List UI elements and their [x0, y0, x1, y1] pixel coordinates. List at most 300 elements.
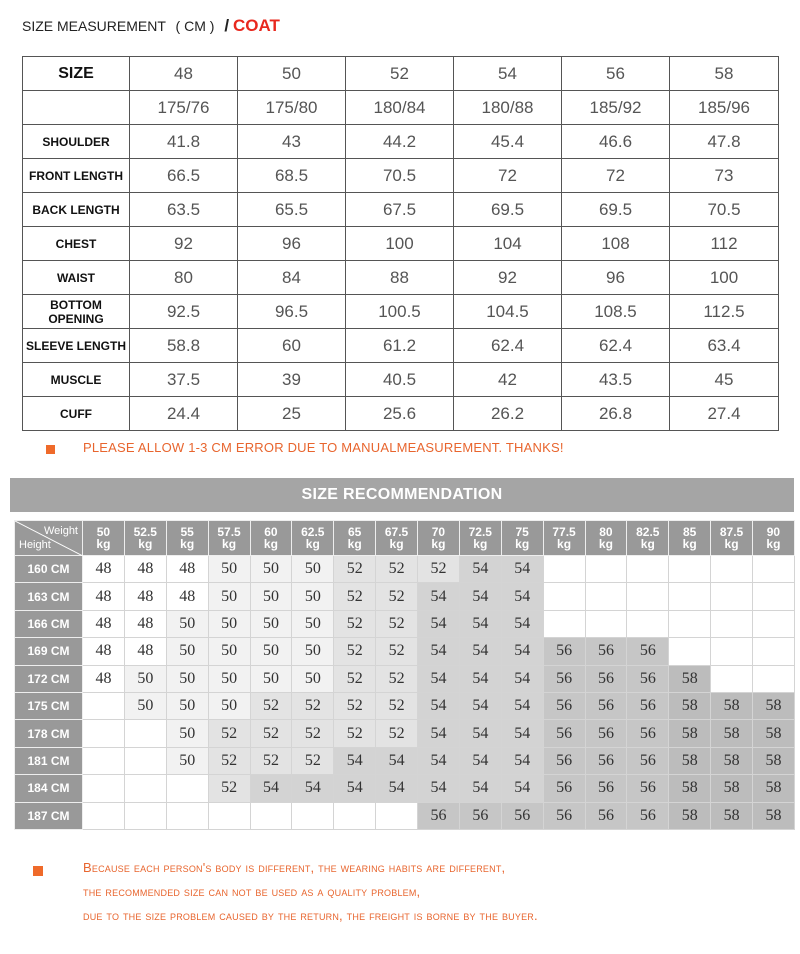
recommended-size-cell: 50 [208, 610, 250, 637]
recommended-size-cell [753, 665, 795, 692]
recommended-size-cell: 50 [292, 665, 334, 692]
recommended-size-cell: 56 [585, 802, 627, 829]
measurement-value: 96.5 [238, 295, 346, 329]
recommended-size-cell [669, 583, 711, 610]
recommended-size-cell: 56 [627, 720, 669, 747]
recommended-size-cell: 54 [501, 610, 543, 637]
recommended-size-cell: 54 [418, 583, 460, 610]
recommended-size-cell: 52 [334, 638, 376, 665]
bullet-square-icon [46, 445, 55, 454]
measurement-label: SHOULDER [23, 125, 130, 159]
measurement-value: 24.4 [130, 397, 238, 431]
recommended-size-cell: 52 [376, 638, 418, 665]
recommended-size-cell: 58 [669, 802, 711, 829]
recommended-size-cell: 50 [166, 665, 208, 692]
recommended-size-cell [711, 665, 753, 692]
recommended-size-cell: 54 [376, 747, 418, 774]
weight-unit: kg [138, 537, 153, 551]
disclaimer-line: due to the size problem caused by the return, the freight is borne by the buyer. [83, 908, 538, 923]
recommended-size-cell: 52 [334, 610, 376, 637]
recommended-size-cell: 52 [376, 665, 418, 692]
recommended-size-cell [83, 692, 125, 719]
recommended-size-cell: 48 [124, 583, 166, 610]
recommended-size-cell: 54 [376, 775, 418, 802]
recommended-size-cell: 52 [250, 747, 292, 774]
recommended-size-cell: 58 [669, 692, 711, 719]
recommended-size-cell: 48 [83, 556, 125, 583]
recommended-size-cell: 50 [250, 638, 292, 665]
weight-value: 67.5 [384, 525, 409, 539]
recommended-size-cell [711, 610, 753, 637]
recommended-size-cell: 58 [669, 665, 711, 692]
measurement-value: 100.5 [346, 295, 454, 329]
recommended-size-cell: 50 [166, 610, 208, 637]
recommended-size-cell [83, 775, 125, 802]
recommended-size-cell: 54 [459, 556, 501, 583]
height-row [15, 638, 795, 665]
measurement-value: 100 [670, 261, 779, 295]
recommended-size-cell [627, 556, 669, 583]
recommended-size-cell [585, 610, 627, 637]
measurement-value: 62.4 [562, 329, 670, 363]
recommendation-banner: SIZE RECOMMENDATION [10, 478, 794, 512]
recommended-size-cell: 54 [250, 775, 292, 802]
recommended-size-cell: 54 [501, 556, 543, 583]
recommended-size-cell: 54 [418, 692, 460, 719]
recommended-size-cell [124, 802, 166, 829]
measurement-value: 44.2 [346, 125, 454, 159]
recommended-size-cell [83, 747, 125, 774]
recommended-size-cell [669, 638, 711, 665]
measurement-value: 60 [238, 329, 346, 363]
measurement-value: 65.5 [238, 193, 346, 227]
recommended-size-cell: 54 [418, 638, 460, 665]
weight-header [627, 521, 669, 556]
recommended-size-cell [711, 556, 753, 583]
weight-unit: kg [557, 537, 572, 551]
recommended-size-cell [585, 583, 627, 610]
weight-unit: kg [222, 537, 237, 551]
recommended-size-cell: 58 [669, 747, 711, 774]
height-label: 181 CM [15, 747, 83, 774]
recommended-size-cell: 50 [124, 665, 166, 692]
recommended-size-cell [376, 802, 418, 829]
measurement-value: 92.5 [130, 295, 238, 329]
recommended-size-cell: 56 [627, 802, 669, 829]
measurement-row [23, 329, 779, 363]
measurement-table [22, 56, 779, 431]
recommended-size-cell: 48 [124, 610, 166, 637]
recommended-size-cell: 58 [669, 720, 711, 747]
measurement-row [23, 261, 779, 295]
weight-unit: kg [766, 537, 781, 551]
height-row [15, 583, 795, 610]
recommended-size-cell: 54 [501, 638, 543, 665]
header-garment: COAT [232, 16, 280, 35]
recommended-size-cell: 52 [334, 556, 376, 583]
recommended-size-cell: 54 [418, 665, 460, 692]
body-size-cell: 180/88 [454, 91, 562, 125]
recommended-size-cell: 54 [501, 747, 543, 774]
measurement-value: 27.4 [670, 397, 779, 431]
recommended-size-cell: 56 [459, 802, 501, 829]
recommended-size-cell [250, 802, 292, 829]
size-header: 52 [346, 57, 454, 91]
recommended-size-cell [83, 720, 125, 747]
measurement-value: 40.5 [346, 363, 454, 397]
recommended-size-cell [711, 583, 753, 610]
measurement-label: SLEEVE LENGTH [23, 329, 130, 363]
recommended-size-cell: 54 [334, 775, 376, 802]
measurement-value: 108.5 [562, 295, 670, 329]
weight-unit: kg [724, 537, 739, 551]
size-header: 56 [562, 57, 670, 91]
recommended-size-cell [124, 720, 166, 747]
recommended-size-cell: 56 [543, 638, 585, 665]
measurement-label: FRONT LENGTH [23, 159, 130, 193]
measurement-value: 47.8 [670, 125, 779, 159]
recommended-size-cell: 56 [585, 775, 627, 802]
measurement-value: 88 [346, 261, 454, 295]
recommended-size-cell: 50 [250, 665, 292, 692]
recommended-size-cell: 50 [124, 692, 166, 719]
weight-header [418, 521, 460, 556]
recommended-size-cell: 56 [501, 802, 543, 829]
weight-header [376, 521, 418, 556]
recommended-size-cell [669, 556, 711, 583]
recommended-size-cell: 54 [459, 747, 501, 774]
recommended-size-cell: 56 [543, 747, 585, 774]
recommended-size-cell: 54 [459, 665, 501, 692]
recommended-size-cell: 52 [376, 583, 418, 610]
corner-cell [15, 521, 83, 556]
weight-header [585, 521, 627, 556]
disclaimer-line: Because each person's body is different, the wearing habits are different, [83, 860, 506, 875]
recommended-size-cell: 54 [459, 720, 501, 747]
error-note-text: PLEASE ALLOW 1-3 CM ERROR DUE TO MANUALMEASUREMENT. THANKS! [83, 440, 564, 455]
measurement-value: 26.2 [454, 397, 562, 431]
weight-value: 57.5 [217, 525, 241, 539]
weight-value: 90 [766, 525, 781, 539]
recommended-size-cell: 50 [208, 692, 250, 719]
weight-header [166, 521, 208, 556]
recommended-size-cell: 54 [501, 720, 543, 747]
height-label: 172 CM [15, 665, 83, 692]
weight-value: 55 [180, 525, 194, 539]
measurement-value: 92 [130, 227, 238, 261]
measurement-value: 68.5 [238, 159, 346, 193]
measurement-value: 61.2 [346, 329, 454, 363]
measurement-row [23, 125, 779, 159]
recommended-size-cell [124, 747, 166, 774]
measurement-value: 70.5 [670, 193, 779, 227]
recommended-size-cell: 52 [292, 747, 334, 774]
measurement-value: 42 [454, 363, 562, 397]
recommended-size-cell: 50 [166, 720, 208, 747]
recommended-size-cell: 58 [711, 720, 753, 747]
page-header [22, 16, 280, 36]
recommended-size-cell: 56 [627, 692, 669, 719]
size-header: 50 [238, 57, 346, 91]
recommended-size-cell: 58 [753, 802, 795, 829]
recommended-size-cell: 56 [627, 665, 669, 692]
weight-unit: kg [347, 537, 362, 551]
weight-header [250, 521, 292, 556]
weight-value: 60 [264, 525, 278, 539]
weight-header [711, 521, 753, 556]
recommended-size-cell: 52 [208, 720, 250, 747]
recommended-size-cell: 54 [292, 775, 334, 802]
measurement-value: 45 [670, 363, 779, 397]
recommendation-table [14, 520, 795, 830]
recommended-size-cell: 52 [418, 556, 460, 583]
recommended-size-cell: 54 [459, 610, 501, 637]
recommended-size-cell: 50 [166, 747, 208, 774]
height-row [15, 720, 795, 747]
recommended-size-cell: 54 [501, 692, 543, 719]
size-header: 58 [670, 57, 779, 91]
recommended-size-cell: 56 [627, 638, 669, 665]
recommended-size-cell [208, 802, 250, 829]
weight-unit: kg [431, 537, 446, 551]
recommended-size-cell: 54 [418, 610, 460, 637]
body-size-cell: 185/96 [670, 91, 779, 125]
measurement-row [23, 159, 779, 193]
recommended-size-cell [753, 610, 795, 637]
recommended-size-cell: 58 [711, 775, 753, 802]
recommended-size-cell [669, 610, 711, 637]
recommended-size-cell: 58 [753, 692, 795, 719]
weight-unit: kg [682, 537, 697, 551]
measurement-value: 46.6 [562, 125, 670, 159]
weight-header [543, 521, 585, 556]
measurement-value: 41.8 [130, 125, 238, 159]
recommended-size-cell: 50 [292, 556, 334, 583]
recommended-size-cell: 54 [501, 583, 543, 610]
weight-header [669, 521, 711, 556]
recommended-size-cell: 58 [711, 692, 753, 719]
recommended-size-cell [627, 583, 669, 610]
body-size-cell: 185/92 [562, 91, 670, 125]
weight-header [501, 521, 543, 556]
measurement-row [23, 397, 779, 431]
recommended-size-cell: 56 [585, 720, 627, 747]
recommended-size-cell [543, 583, 585, 610]
measurement-label: BACK LENGTH [23, 193, 130, 227]
recommended-size-cell: 52 [334, 692, 376, 719]
measurement-value: 25 [238, 397, 346, 431]
weight-unit: kg [640, 537, 655, 551]
measurement-value: 108 [562, 227, 670, 261]
weight-axis-label: Weight [43, 525, 78, 537]
measurement-value: 63.5 [130, 193, 238, 227]
weight-header [459, 521, 501, 556]
weight-header [124, 521, 166, 556]
height-label: 184 CM [15, 775, 83, 802]
height-axis-label: Height [19, 539, 51, 551]
measurement-value: 104.5 [454, 295, 562, 329]
recommended-size-cell: 54 [459, 775, 501, 802]
recommended-size-cell: 52 [208, 775, 250, 802]
recommended-size-cell: 48 [83, 665, 125, 692]
measurement-label: CUFF [23, 397, 130, 431]
recommended-size-cell: 54 [459, 638, 501, 665]
measurement-value: 112.5 [670, 295, 779, 329]
measurement-value: 43 [238, 125, 346, 159]
size-label: SIZE [23, 57, 130, 91]
recommended-size-cell: 54 [459, 583, 501, 610]
height-label: 166 CM [15, 610, 83, 637]
weight-value: 77.5 [552, 525, 576, 539]
weight-header [83, 521, 125, 556]
recommended-size-cell [166, 775, 208, 802]
recommended-size-cell: 52 [376, 610, 418, 637]
measurement-value: 80 [130, 261, 238, 295]
height-label: 175 CM [15, 692, 83, 719]
recommended-size-cell: 52 [250, 720, 292, 747]
weight-header [208, 521, 250, 556]
height-row [15, 610, 795, 637]
measurement-value: 43.5 [562, 363, 670, 397]
height-label: 178 CM [15, 720, 83, 747]
recommended-size-cell [543, 610, 585, 637]
recommended-size-cell [166, 802, 208, 829]
weight-value: 70 [431, 525, 446, 539]
recommended-size-cell: 58 [669, 775, 711, 802]
recommended-size-cell: 58 [753, 720, 795, 747]
recommended-size-cell: 48 [83, 583, 125, 610]
recommended-size-cell: 54 [501, 665, 543, 692]
recommended-size-cell: 52 [334, 665, 376, 692]
recommended-size-cell: 50 [292, 638, 334, 665]
body-size-cell: 175/80 [238, 91, 346, 125]
weight-header [753, 521, 795, 556]
recommended-size-cell [124, 775, 166, 802]
recommended-size-cell: 56 [543, 775, 585, 802]
weight-header [334, 521, 376, 556]
height-label: 163 CM [15, 583, 83, 610]
weight-unit: kg [305, 537, 320, 551]
recommended-size-cell: 48 [166, 583, 208, 610]
recommended-size-cell [334, 802, 376, 829]
weight-value: 72.5 [468, 525, 492, 539]
recommended-size-cell: 58 [753, 775, 795, 802]
weight-value: 52.5 [133, 525, 157, 539]
measurement-value: 72 [454, 159, 562, 193]
measurement-value: 73 [670, 159, 779, 193]
recommended-size-cell: 56 [627, 747, 669, 774]
weight-value: 80 [599, 525, 613, 539]
height-row [15, 802, 795, 829]
recommended-size-cell: 56 [585, 747, 627, 774]
recommended-size-cell: 58 [711, 802, 753, 829]
height-label: 187 CM [15, 802, 83, 829]
weight-value: 62.5 [301, 525, 325, 539]
measurement-value: 70.5 [346, 159, 454, 193]
recommended-size-cell [83, 802, 125, 829]
measurement-value: 66.5 [130, 159, 238, 193]
height-label: 160 CM [15, 556, 83, 583]
header-unit: ( CM ) [175, 18, 215, 34]
recommended-size-cell: 50 [208, 665, 250, 692]
recommended-size-cell: 56 [543, 720, 585, 747]
bullet-square-icon [33, 866, 43, 876]
recommended-size-cell: 52 [292, 720, 334, 747]
recommended-size-cell: 50 [208, 638, 250, 665]
measurement-value: 62.4 [454, 329, 562, 363]
recommended-size-cell: 50 [166, 638, 208, 665]
recommended-size-cell: 50 [250, 556, 292, 583]
recommended-size-cell: 52 [376, 556, 418, 583]
recommended-size-cell: 48 [124, 556, 166, 583]
measurement-row [23, 227, 779, 261]
recommended-size-cell [543, 556, 585, 583]
height-row [15, 556, 795, 583]
measurement-label: CHEST [23, 227, 130, 261]
measurement-value: 96 [562, 261, 670, 295]
weight-unit: kg [515, 537, 530, 551]
measurement-label: MUSCLE [23, 363, 130, 397]
measurement-value: 72 [562, 159, 670, 193]
body-size-row [23, 91, 779, 125]
recommended-size-cell: 56 [543, 802, 585, 829]
recommended-size-cell: 54 [334, 747, 376, 774]
measurement-value: 37.5 [130, 363, 238, 397]
measurement-value: 58.8 [130, 329, 238, 363]
recommended-size-cell [292, 802, 334, 829]
recommended-size-cell [753, 583, 795, 610]
recommended-size-cell: 50 [292, 583, 334, 610]
recommended-size-cell: 56 [585, 692, 627, 719]
weight-unit: kg [598, 537, 613, 551]
recommended-size-cell: 48 [124, 638, 166, 665]
weight-value: 87.5 [719, 525, 744, 539]
recommended-size-cell: 52 [334, 583, 376, 610]
recommended-size-cell: 48 [83, 610, 125, 637]
weight-value: 65 [348, 525, 362, 539]
weight-unit: kg [180, 537, 195, 551]
weight-unit: kg [96, 537, 111, 551]
recommended-size-cell: 54 [418, 775, 460, 802]
height-row [15, 665, 795, 692]
weight-header-row [15, 521, 795, 556]
measurement-label: BOTTOM OPENING [23, 295, 130, 329]
measurement-value: 63.4 [670, 329, 779, 363]
disclaimer-line: the recommended size can not be used as a quality problem, [83, 884, 421, 899]
recommended-size-cell: 54 [418, 747, 460, 774]
recommended-size-cell: 56 [543, 665, 585, 692]
recommended-size-cell: 56 [543, 692, 585, 719]
height-row [15, 692, 795, 719]
recommended-size-cell: 54 [501, 775, 543, 802]
recommended-size-cell [753, 556, 795, 583]
empty-cell [23, 91, 130, 125]
recommended-size-cell: 48 [83, 638, 125, 665]
measurement-value: 92 [454, 261, 562, 295]
measurement-value: 100 [346, 227, 454, 261]
recommended-size-cell [627, 610, 669, 637]
measurement-value: 45.4 [454, 125, 562, 159]
measurement-value: 112 [670, 227, 779, 261]
recommended-size-cell: 52 [334, 720, 376, 747]
measurement-value: 26.8 [562, 397, 670, 431]
recommended-size-cell: 50 [292, 610, 334, 637]
recommended-size-cell: 48 [166, 556, 208, 583]
measurement-value: 39 [238, 363, 346, 397]
recommended-size-cell: 54 [459, 692, 501, 719]
height-row [15, 775, 795, 802]
recommended-size-cell: 50 [250, 583, 292, 610]
